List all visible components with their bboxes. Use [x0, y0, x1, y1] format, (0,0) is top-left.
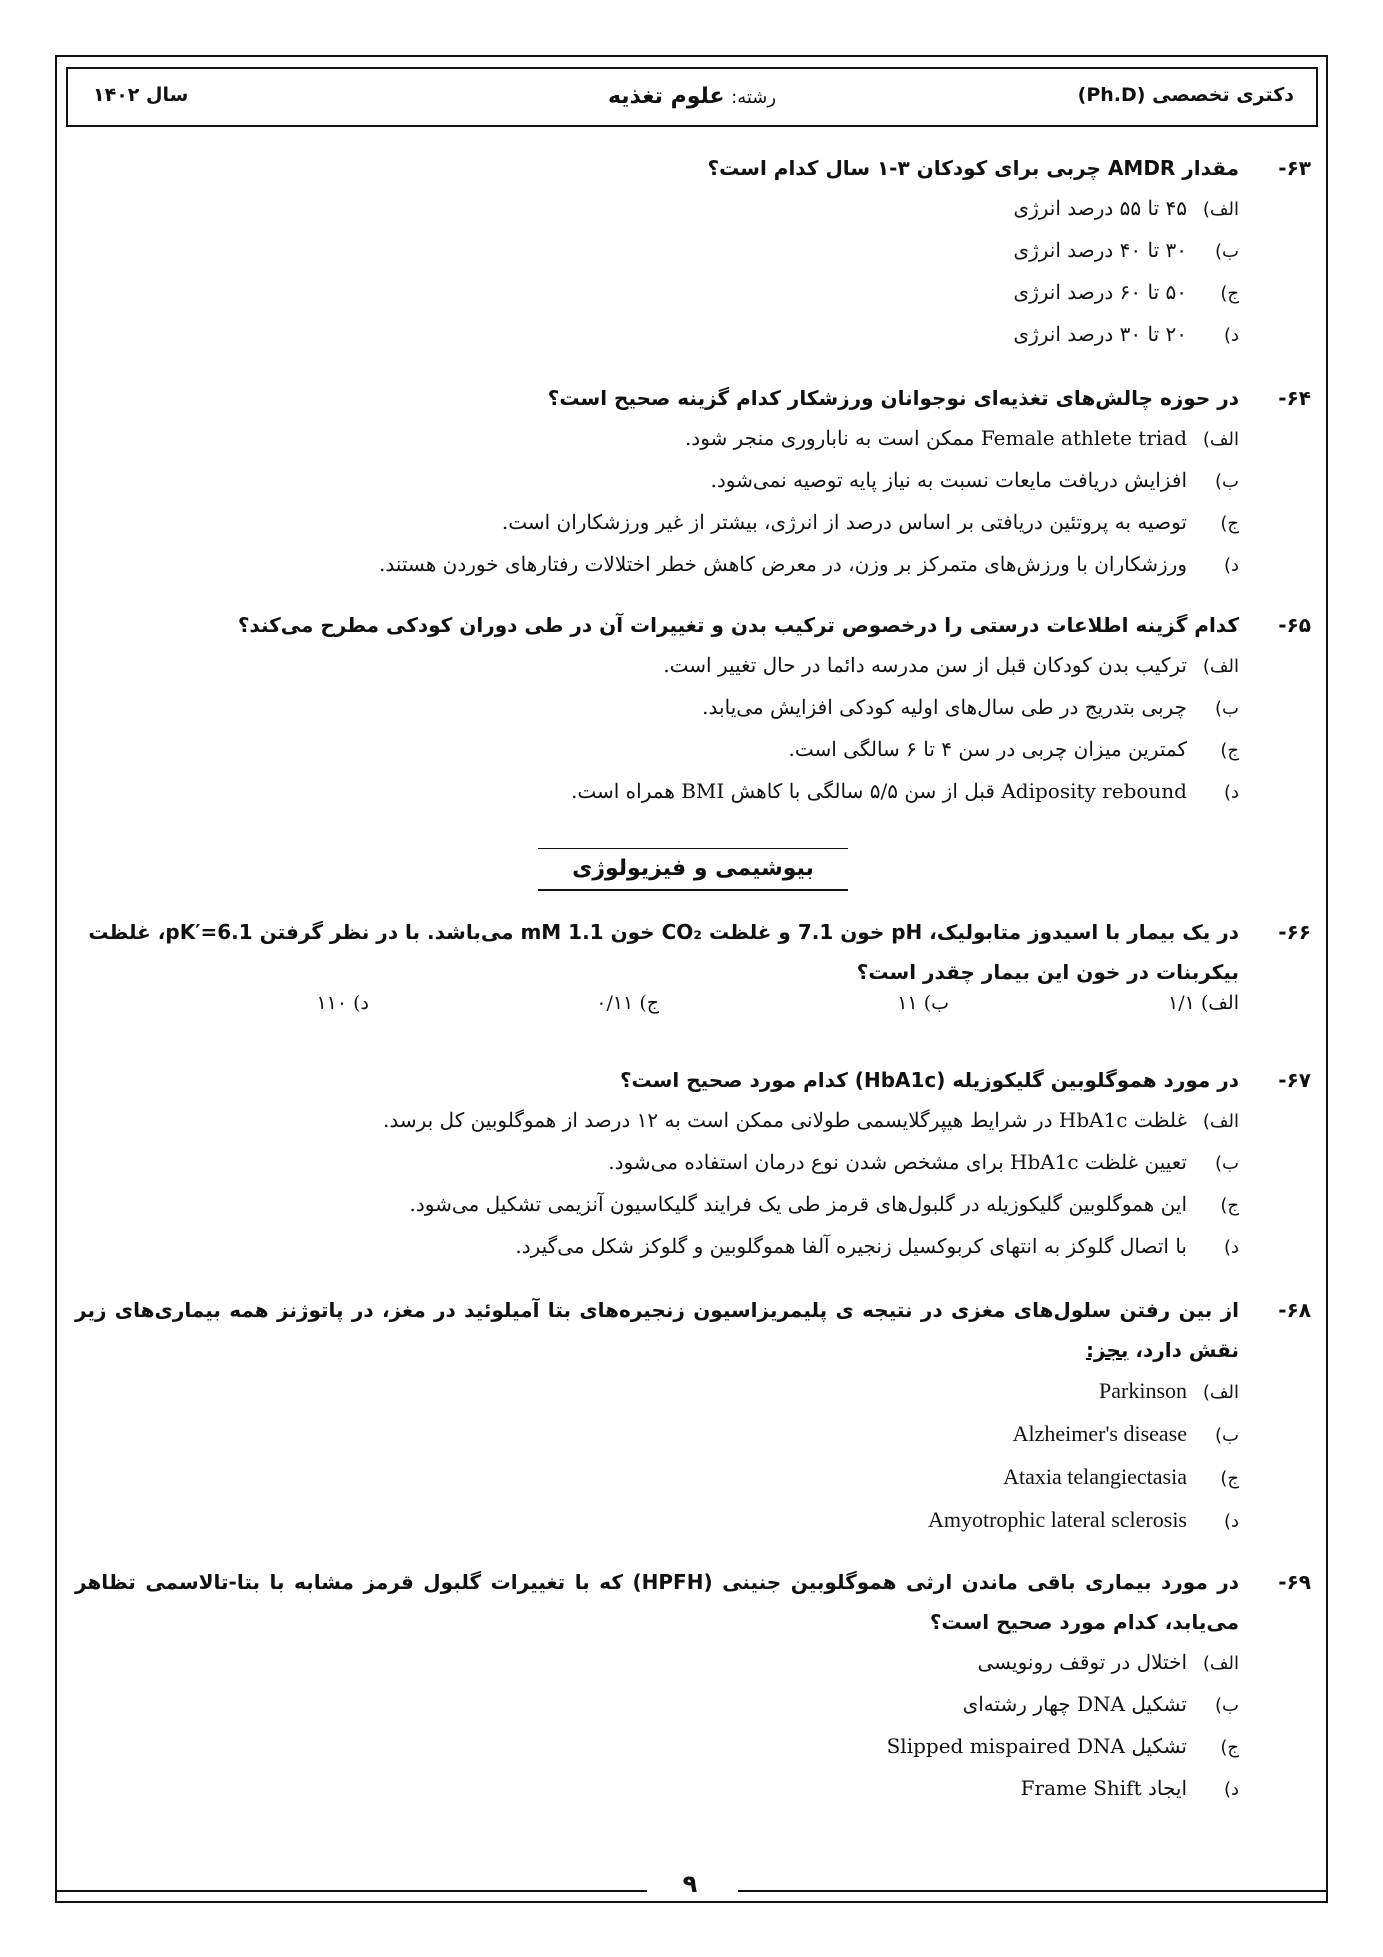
option-text: Alzheimer's disease [1012, 1421, 1187, 1446]
option-a[interactable] [75, 645, 1239, 687]
option-text: Adiposity rebound قبل از سن ۵/۵ سالگی با کاهش BMI همراه است. [571, 779, 1187, 803]
option-text: تشکیل DNA چهار رشته‌ای [962, 1692, 1187, 1716]
option-label: الف) [1202, 1653, 1239, 1674]
option-text: ترکیب بدن کودکان قبل از سن مدرسه دائما در حال تغییر است. [663, 653, 1187, 677]
option-b[interactable] [75, 230, 1239, 272]
question-69 [75, 1562, 1311, 1810]
option-label: الف) [1202, 1111, 1239, 1132]
option-text: Parkinson [1099, 1378, 1187, 1403]
option-text: کمترین میزان چربی در سن ۴ تا ۶ سالگی است. [788, 737, 1187, 761]
option-c[interactable] [596, 992, 659, 1014]
question-text: مقدار AMDR چربی برای کودکان ۳-۱ سال کدام است؟ [707, 156, 1239, 180]
exam-header [66, 67, 1318, 127]
option-text: اختلال در توقف رونویسی [977, 1650, 1187, 1674]
option-b[interactable] [75, 687, 1239, 729]
option-text: توصیه به پروتئین دریافتی بر اساس درصد از انرژی، بیشتر از غیر ورزشکاران است. [501, 510, 1187, 534]
question-text: در مورد بیماری باقی ماندن ارثی هموگلوبین جنینی (HPFH) که با تغییرات گلبول قرمز مشابه با بتا-تالاسمی تظاهر می‌یابد، کدام مورد صحیح است؟ [75, 1570, 1239, 1634]
option-text: Female athlete triad ممکن است به ناباروری منجر شود. [684, 426, 1187, 450]
option-a[interactable] [75, 188, 1239, 230]
option-b[interactable] [75, 1142, 1239, 1184]
option-a[interactable] [75, 418, 1239, 460]
option-label: ب) [1215, 1153, 1239, 1174]
option-text: تعیین غلظت HbA1c برای مشخص شدن نوع درمان استفاده می‌شود. [608, 1150, 1187, 1174]
option-text: تشکیل Slipped mispaired DNA [886, 1734, 1187, 1758]
question-67 [75, 1060, 1311, 1268]
option-label: الف) [1202, 1382, 1239, 1403]
option-text: ورزشکاران با ورزش‌های متمرکز بر وزن، در معرض کاهش خطر اختلالات رفتارهای خوردن هستند. [378, 552, 1187, 576]
footer-rule-right [738, 1890, 1326, 1892]
question-text: در حوزه چالش‌های تغذیه‌ای نوجوانان ورزشکار کدام گزینه صحیح است؟ [547, 386, 1239, 410]
option-label: ج) [1220, 1737, 1239, 1758]
option-label: ب) [1215, 1695, 1239, 1716]
footer-rule-left [57, 1890, 647, 1892]
section-title: بیوشیمی و فیزیولوژی [538, 848, 848, 891]
option-label: ج) [1220, 1195, 1239, 1216]
option-label: ج) [1220, 513, 1239, 534]
option-b[interactable] [75, 1413, 1239, 1456]
option-label: د) [1223, 1237, 1239, 1258]
option-text: غلظت HbA1c در شرایط هیپرگلایسمی طولانی ممکن است به ۱۲ درصد از هموگلوبین کل برسد. [382, 1108, 1187, 1132]
option-d[interactable] [75, 771, 1239, 813]
field-label: رشته: [731, 87, 777, 108]
option-a[interactable] [75, 1370, 1239, 1413]
option-d[interactable] [316, 992, 369, 1014]
field-value: علوم تغذیه [607, 84, 725, 109]
option-a[interactable] [75, 1100, 1239, 1142]
question-number: -۶۹ [1278, 1570, 1311, 1594]
question-text: کدام گزینه اطلاعات درستی را درخصوص ترکیب بدن و تغییرات آن در طی دوران کودکی مطرح می‌کند؟ [237, 613, 1239, 637]
question-64 [75, 378, 1311, 586]
question-number: -۶۸ [1278, 1298, 1311, 1322]
exam-year: سال ۱۴۰۲ [93, 84, 189, 106]
question-text: در مورد هموگلوبین گلیکوزیله (HbA1c) کدام مورد صحیح است؟ [619, 1068, 1239, 1092]
option-label: د) [1223, 1511, 1239, 1532]
question-66 [75, 912, 1311, 1032]
option-label: ج) [1220, 1468, 1239, 1489]
option-label: ب) [923, 992, 949, 1014]
option-text: با اتصال گلوکز به انتهای کربوکسیل زنجیره آلفا هموگلوبین و گلوکز شکل می‌گیرد. [515, 1234, 1187, 1258]
option-c[interactable] [75, 729, 1239, 771]
question-text [75, 1290, 1239, 1370]
option-b[interactable] [75, 1684, 1239, 1726]
option-text: ۲۰ تا ۳۰ درصد انرژی [1013, 322, 1187, 346]
option-text: ۵۰ تا ۶۰ درصد انرژی [1013, 280, 1187, 304]
option-text: Ataxia telangiectasia [1003, 1464, 1187, 1489]
question-number: -۶۴ [1278, 386, 1311, 410]
option-label: ب) [1215, 471, 1239, 492]
option-text: چربی بتدریج در طی سال‌های اولیه کودکی افزایش می‌یابد. [702, 695, 1187, 719]
option-c[interactable] [75, 1726, 1239, 1768]
option-label: د) [1223, 782, 1239, 803]
option-d[interactable] [75, 1226, 1239, 1268]
option-label: د) [1223, 325, 1239, 346]
question-number: -۶۷ [1278, 1068, 1311, 1092]
option-label: ب) [1215, 1425, 1239, 1446]
option-text: ۱/۱ [1167, 992, 1195, 1014]
option-label: ج) [1220, 740, 1239, 761]
option-a[interactable] [75, 1642, 1239, 1684]
option-c[interactable] [75, 1184, 1239, 1226]
option-label: ب) [1215, 698, 1239, 719]
question-text-body: از بین رفتن سلول‌های مغزی در نتیجه ی پلیمریزاسیون زنجیره‌های بتا آمیلوئید در مغز، در پاتوژنز همه بیماری‌های زیر نقش دارد، [75, 1298, 1239, 1362]
question-number: -۶۵ [1278, 613, 1311, 637]
option-text: ۱۱۰ [316, 992, 348, 1014]
option-c[interactable] [75, 1456, 1239, 1499]
inline-options [75, 992, 1239, 1032]
option-text: این هموگلوبین گلیکوزیله در گلبول‌های قرمز طی یک فرایند گلیکاسیون آنزیمی تشکیل می‌شود. [409, 1192, 1187, 1216]
option-c[interactable] [75, 272, 1239, 314]
field-title [68, 84, 1316, 109]
question-63 [75, 148, 1311, 356]
option-text: ۱۱ [897, 992, 918, 1014]
question-65 [75, 605, 1311, 813]
option-b[interactable] [75, 460, 1239, 502]
option-a[interactable] [1168, 992, 1239, 1014]
option-label: الف) [1202, 429, 1239, 450]
option-label: الف) [1200, 992, 1239, 1014]
question-number: -۶۳ [1278, 156, 1311, 180]
degree-label: دکتری تخصصی (Ph.D) [1077, 84, 1294, 106]
option-label: الف) [1202, 656, 1239, 677]
option-text: ۳۰ تا ۴۰ درصد انرژی [1013, 238, 1187, 262]
option-b[interactable] [897, 992, 949, 1014]
question-number: -۶۶ [1278, 920, 1311, 944]
option-d[interactable] [75, 1768, 1239, 1810]
option-label: د) [1223, 555, 1239, 576]
option-c[interactable] [75, 502, 1239, 544]
option-text: ۴۵ تا ۵۵ درصد انرژی [1013, 196, 1187, 220]
option-text: Amyotrophic lateral sclerosis [927, 1507, 1187, 1532]
option-text: ایجاد Frame Shift [1020, 1776, 1187, 1800]
option-label: ج) [639, 992, 659, 1014]
exception-keyword: بجز: [1086, 1338, 1129, 1362]
option-label: ب) [1215, 241, 1239, 262]
option-label: د) [1223, 1779, 1239, 1800]
option-label: الف) [1202, 199, 1239, 220]
option-text: ۰/۱۱ [596, 992, 634, 1014]
question-68 [75, 1290, 1311, 1542]
question-text: در یک بیمار با اسیدوز متابولیک، pH خون 7.1 و غلظت CO₂ خون 1.1 mM می‌باشد. با در نظر گرفتن pK′=6.1، غلظت بیکربنات در خون این بیمار چقدر است؟ [88, 920, 1239, 984]
page-number: ۹ [682, 1870, 698, 1898]
option-d[interactable] [75, 544, 1239, 586]
option-label: د) [353, 992, 369, 1014]
option-d[interactable] [75, 1499, 1239, 1542]
option-d[interactable] [75, 314, 1239, 356]
option-text: افزایش دریافت مایعات نسبت به نیاز پایه توصیه نمی‌شود. [710, 468, 1187, 492]
option-label: ج) [1220, 283, 1239, 304]
